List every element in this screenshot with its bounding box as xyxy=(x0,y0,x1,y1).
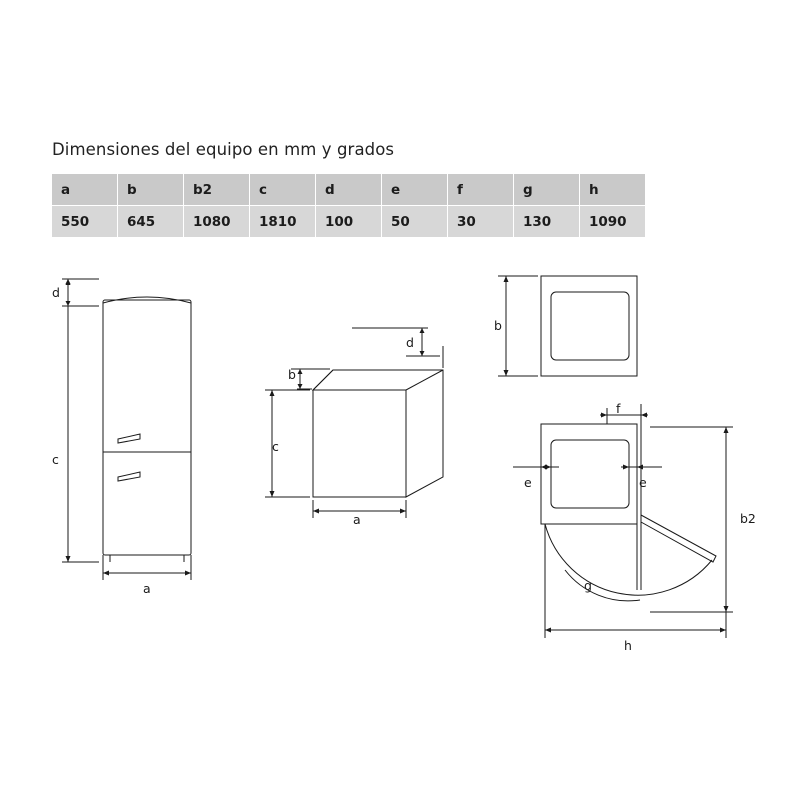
table-cell: 130 xyxy=(514,206,580,238)
table-cell: 100 xyxy=(316,206,382,238)
label-top-b: b xyxy=(494,318,502,333)
swing-view-dimension-f xyxy=(600,404,648,424)
table-header-cell: c xyxy=(250,174,316,206)
label-swing-e-left: e xyxy=(524,475,532,490)
label-swing-h: h xyxy=(624,638,632,653)
table-cell: 50 xyxy=(382,206,448,238)
label-iso-d: d xyxy=(406,335,414,350)
label-front-a: a xyxy=(143,581,151,596)
table-header-cell: g xyxy=(514,174,580,206)
swing-view-dimension-b2 xyxy=(650,427,733,612)
label-front-d: d xyxy=(52,285,60,300)
table-cell: 30 xyxy=(448,206,514,238)
table-header-cell: h xyxy=(580,174,646,206)
table-cell: 1080 xyxy=(184,206,250,238)
iso-view-dimension-d xyxy=(352,328,443,368)
page-title: Dimensiones del equipo en mm y grados xyxy=(52,140,395,159)
top-view-dimension-b xyxy=(498,276,538,376)
table-header-cell: d xyxy=(316,174,382,206)
iso-view-dimension-b xyxy=(291,369,333,390)
table-cell: 1090 xyxy=(580,206,646,238)
swing-view-dimension-h xyxy=(545,524,726,638)
label-swing-e-right: e xyxy=(639,475,647,490)
isometric-view-drawing xyxy=(313,370,443,497)
table-cell: 645 xyxy=(118,206,184,238)
front-view-dimension-a xyxy=(103,559,191,580)
label-swing-f: f xyxy=(616,401,621,416)
table-header-cell: e xyxy=(382,174,448,206)
front-view-dimension-c xyxy=(62,279,99,562)
table-cell: 550 xyxy=(52,206,118,238)
label-iso-b: b xyxy=(288,367,296,382)
swing-view-dimension-e-left xyxy=(513,445,559,480)
label-front-c: c xyxy=(52,452,59,467)
table-cell: 1810 xyxy=(250,206,316,238)
label-iso-a: a xyxy=(353,512,361,527)
label-swing-b2: b2 xyxy=(740,511,756,526)
top-view-drawing xyxy=(541,276,637,376)
front-view-drawing xyxy=(103,297,191,562)
label-swing-g: g xyxy=(584,578,592,593)
table-header-cell: f xyxy=(448,174,514,206)
table-header-cell: b xyxy=(118,174,184,206)
swing-view-dimension-g xyxy=(565,570,640,601)
table-header-cell: b2 xyxy=(184,174,250,206)
label-iso-c: c xyxy=(272,439,279,454)
table-header-cell: a xyxy=(52,174,118,206)
